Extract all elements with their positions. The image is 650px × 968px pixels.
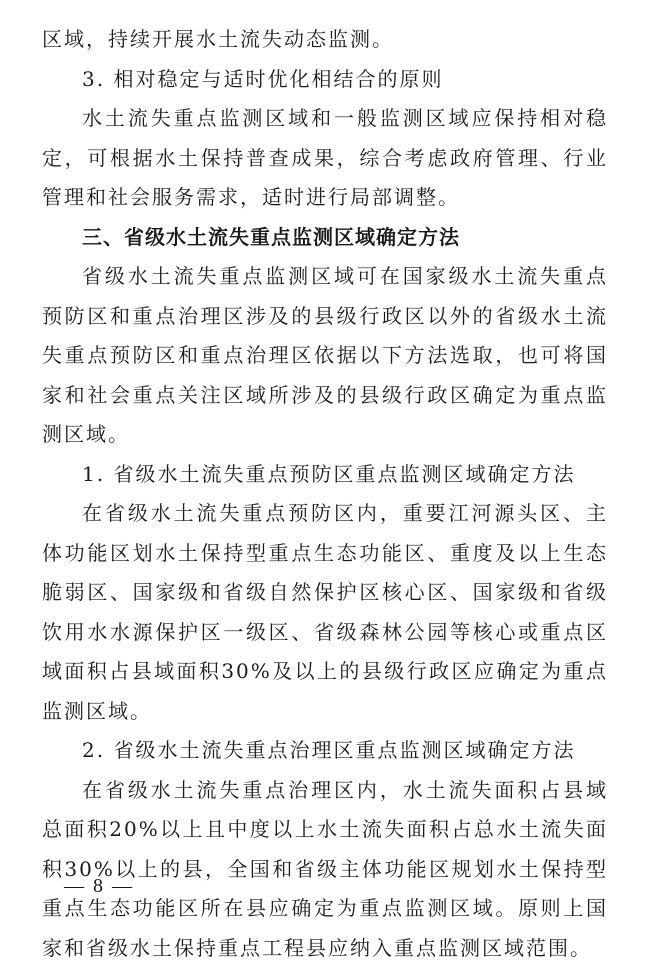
section-3-heading: 三、省级水土流失重点监测区域确定方法: [42, 218, 608, 258]
method-2-body: 在省级水土流失重点治理区内，水土流失面积占县域总面积20%以上且中度以上水土流失面积占总水土流失面积30%以上的县，全国和省级主体功能区规划水土保持型重点生态功能区所在县应确定为重点监测区域。原则上国家和省级水土保持重点工程县应纳入重点监测区域范围。: [42, 771, 608, 968]
method-1-body: 在省级水土流失重点预防区内，重要江河源头区、主体功能区划水土保持型重点生态功能区、重度及以上生态脆弱区、国家级和省级自然保护区核心区、国家级和省级饮用水水源保护区一级区、省级森林公园等核心或重点区域面积占县域面积30%及以上的县级行政区应确定为重点监测区域。: [42, 494, 608, 731]
page-number: — 8 —: [64, 875, 134, 898]
principle-3-title: 3. 相对稳定与适时优化相结合的原则: [42, 60, 608, 100]
method-2-title: 2. 省级水土流失重点治理区重点监测区域确定方法: [42, 731, 608, 771]
principle-3-body: 水土流失重点监测区域和一般监测区域应保持相对稳定，可根据水土保持普查成果，综合考虑政府管理、行业管理和社会服务需求，适时进行局部调整。: [42, 99, 608, 218]
method-1-title: 1. 省级水土流失重点预防区重点监测区域确定方法: [42, 455, 608, 495]
section-3-intro: 省级水土流失重点监测区域可在国家级水土流失重点预防区和重点治理区涉及的县级行政区以外的省级水土流失重点预防区和重点治理区依据以下方法选取，也可将国家和社会重点关注区域所涉及的县级行政区确定为重点监测区域。: [42, 257, 608, 455]
document-body: [42, 20, 608, 968]
paragraph-continuation: 区域，持续开展水土流失动态监测。: [42, 20, 608, 60]
